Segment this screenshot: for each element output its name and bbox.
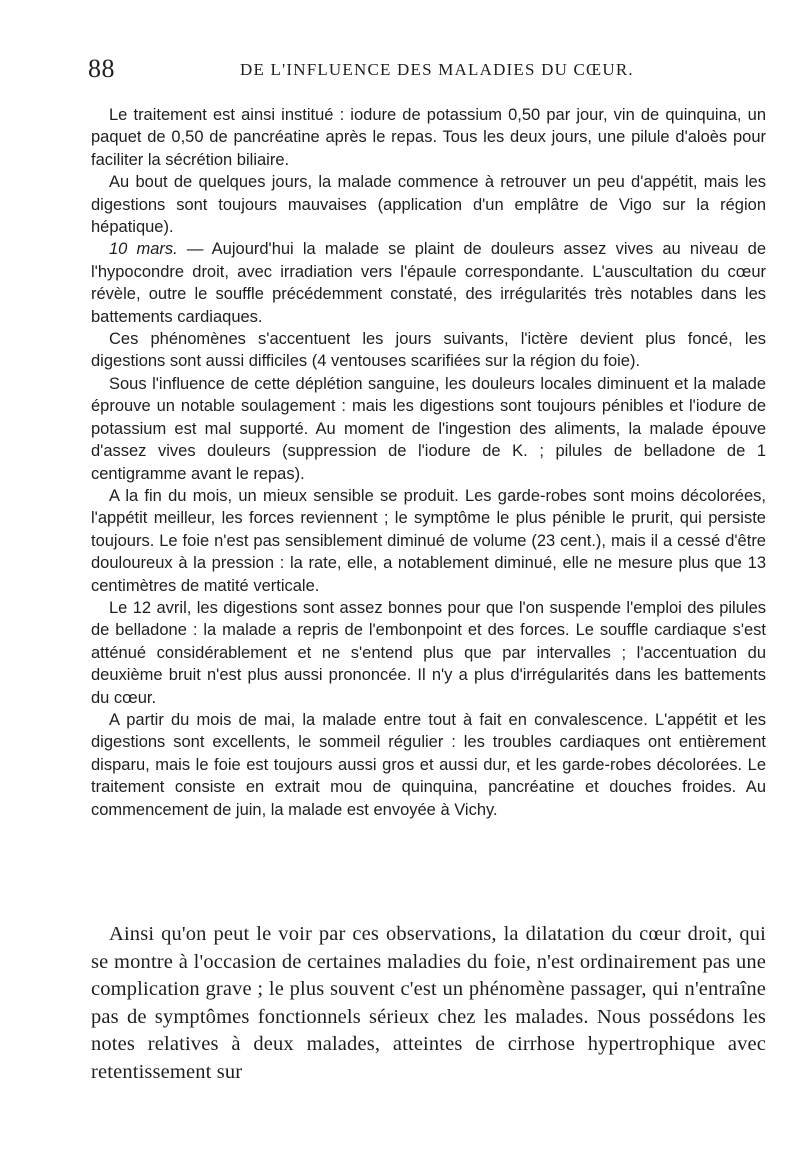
running-title: DE L'INFLUENCE DES MALADIES DU CŒUR. <box>240 60 634 79</box>
main-text <box>91 921 766 1087</box>
paragraph: Au bout de quelques jours, la malade commence à retrouver un peu d'appétit, mais les digestions sont toujours mauvaises (application d'un emplâtre de Vigo sur la région hépatique). <box>91 173 766 237</box>
paragraph <box>91 238 766 328</box>
paragraph: A partir du mois de mai, la malade entre tout à fait en convalescence. L'appétit et les digestions sont excellents, le sommeil régulier : les troubles cardiaques ont entièrement disparu, mais le foie est toujours aussi gros et aussi dur, et les garde-robes décolorées. Le traitement consiste en extrait mou de quinquina, pancréatine et douches froides. Au commencement de juin, la malade est envoyée à Vichy. <box>91 710 766 819</box>
paragraph: Ainsi qu'on peut le voir par ces observations, la dilatation du cœur droit, qui se montre à l'occasion de certaines maladies du foie, n'est ordinairement pas une complication grave ; le plus souvent c'est un phénomène passager, qui n'entraîne pas de symptômes fonctionnels sérieux chez les malades. Nous possédons les notes relatives à deux malades, atteintes de cirrhose hypertrophique avec retentissement sur <box>91 923 766 1083</box>
case-notes <box>91 104 766 821</box>
paragraph: Sous l'influence de cette déplétion sanguine, les douleurs locales diminuent et la malade éprouve un notable soulagement : mais les digestions sont toujours pénibles et l'iodure de potassium est mal supporté. Au moment de l'ingestion des aliments, la malade épouve d'assez vives douleurs (suppression de l'iodure de K. ; pilules de belladone de 1 centigramme avant le repas). <box>91 374 766 483</box>
paragraph-text: — Aujourd'hui la malade se plaint de douleurs assez vives au niveau de l'hypocondre droit, avec irradiation vers l'épaule correspondante. L'auscultation du cœur révèle, outre le souffle précédemment constaté, des irrégularités très notables dans les battements cardiaques. <box>91 240 766 326</box>
page-header <box>88 54 768 84</box>
page-number: 88 <box>88 54 115 83</box>
paragraph: A la fin du mois, un mieux sensible se produit. Les garde-robes sont moins décolorées, l'appétit meilleur, les forces reviennent ; le symptôme le plus pénible le prurit, qui persiste toujours. Le foie n'est pas sensiblement diminué de volume (23 cent.), mais il a cessé d'être douloureux à la pression : la rate, elle, a notablement diminué, elle ne mesure plus que 13 centimètres de matité verticale. <box>91 486 766 595</box>
paragraph: Le traitement est ainsi institué : iodure de potassium 0,50 par jour, vin de quinquina, un paquet de 0,50 de pancréatine après le repas. Tous les deux jours, une pilule d'aloès pour faciliter la sécrétion biliaire. <box>91 106 766 169</box>
date-label: 10 mars. <box>109 240 178 259</box>
paragraph: Ces phénomènes s'accentuent les jours suivants, l'ictère devient plus foncé, les digestions sont aussi difficiles (4 ventouses scarifiées sur la région du foie). <box>91 330 766 371</box>
paragraph: Le 12 avril, les digestions sont assez bonnes pour que l'on suspende l'emploi des pilules de belladone : la malade a repris de l'embonpoint et des forces. Le souffle cardiaque s'est atténué considérablement et ne s'entend plus que par intervalles ; l'accentuation du deuxième bruit n'est plus aussi prononcée. Il n'y a plus d'irrégularités dans les battements du cœur. <box>91 598 766 707</box>
